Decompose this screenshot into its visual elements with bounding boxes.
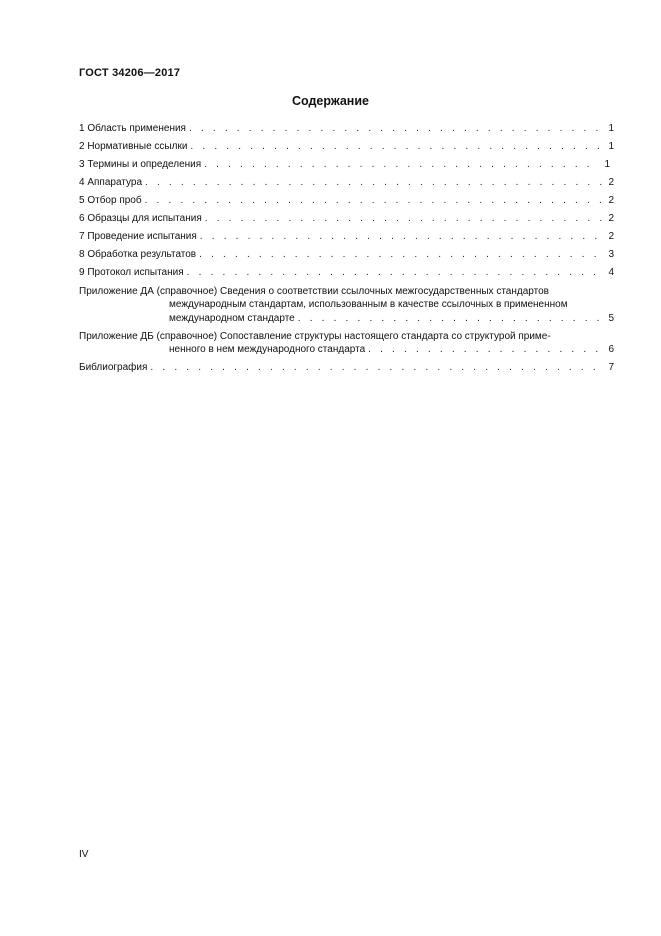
document-header: ГОСТ 34206—2017 (79, 67, 181, 79)
toc-leader-dots (150, 361, 603, 374)
toc-entry[interactable] (79, 158, 610, 176)
toc-entry-label: 3 Термины и определения (79, 159, 202, 170)
toc-entry[interactable] (79, 248, 614, 266)
toc-leader-dots (145, 176, 603, 189)
toc-entry-annex-db[interactable] (79, 330, 614, 357)
toc-entry-bibliography[interactable] (79, 361, 614, 379)
toc-entry-label: 7 Проведение испытания (79, 231, 197, 242)
toc-entry-page: 7 (608, 362, 614, 373)
toc-entry-page: 2 (608, 195, 614, 206)
annex-db-line-2: ненного в нем международного стандарта (169, 344, 366, 355)
toc-entry-page: 1 (608, 141, 614, 152)
toc-entry[interactable] (79, 230, 614, 248)
toc-entry[interactable] (79, 176, 614, 194)
toc-entry-label: 4 Аппаратура (79, 177, 143, 188)
toc-entry[interactable] (79, 266, 614, 284)
toc-entry-page: 4 (608, 267, 614, 278)
toc-entry-page: 6 (608, 344, 614, 355)
toc-leader-dots (200, 230, 603, 243)
toc-entry-label: 8 Обработка результатов (79, 249, 197, 260)
toc-entry-page: 2 (608, 231, 614, 242)
toc-entry-label: 6 Образцы для испытания (79, 213, 202, 224)
toc-entry[interactable] (79, 122, 614, 140)
page-number: IV (79, 849, 89, 860)
toc-entry-page: 3 (608, 249, 614, 260)
toc-entry-page: 1 (604, 159, 610, 170)
annex-da-line-2: международным стандартам, использованным в качестве ссылочных в примененном (169, 299, 568, 310)
toc-entry[interactable] (79, 194, 614, 212)
toc-entry-label: 2 Нормативные ссылки (79, 141, 188, 152)
toc-entry-label: 5 Отбор проб (79, 195, 142, 206)
toc-leader-dots (190, 140, 603, 153)
toc-entry-page: 2 (608, 177, 614, 188)
toc-entry-page: 5 (608, 313, 614, 324)
annex-db-line-1: Приложение ДБ (справочное) Сопоставление структуры настоящего стандарта со структурой приме- (79, 331, 551, 342)
toc-entry[interactable] (79, 212, 614, 230)
toc-title: Содержание (291, 94, 369, 108)
toc-entry-label: Библиография (79, 362, 148, 373)
toc-leader-dots (199, 248, 603, 261)
toc-entry-page: 2 (608, 213, 614, 224)
toc-leader-dots (298, 312, 603, 325)
toc-leader-dots (187, 266, 603, 279)
toc-leader-dots (205, 212, 603, 225)
toc-leader-dots (204, 158, 599, 171)
annex-da-line-3: международном стандарте (169, 313, 295, 324)
annex-da-line-1: Приложение ДА (справочное) Сведения о соответствии ссылочных межгосударственных стандартов (79, 286, 549, 297)
toc-leader-dots (368, 343, 603, 356)
toc-entry-annex-da[interactable] (79, 285, 614, 326)
table-of-contents (79, 122, 614, 379)
toc-leader-dots (189, 122, 603, 135)
toc-entry[interactable] (79, 140, 614, 158)
toc-entry-label: 1 Область применения (79, 123, 186, 134)
toc-leader-dots (145, 194, 603, 207)
toc-entry-label: 9 Протокол испытания (79, 267, 184, 278)
toc-entry-page: 1 (608, 123, 614, 134)
